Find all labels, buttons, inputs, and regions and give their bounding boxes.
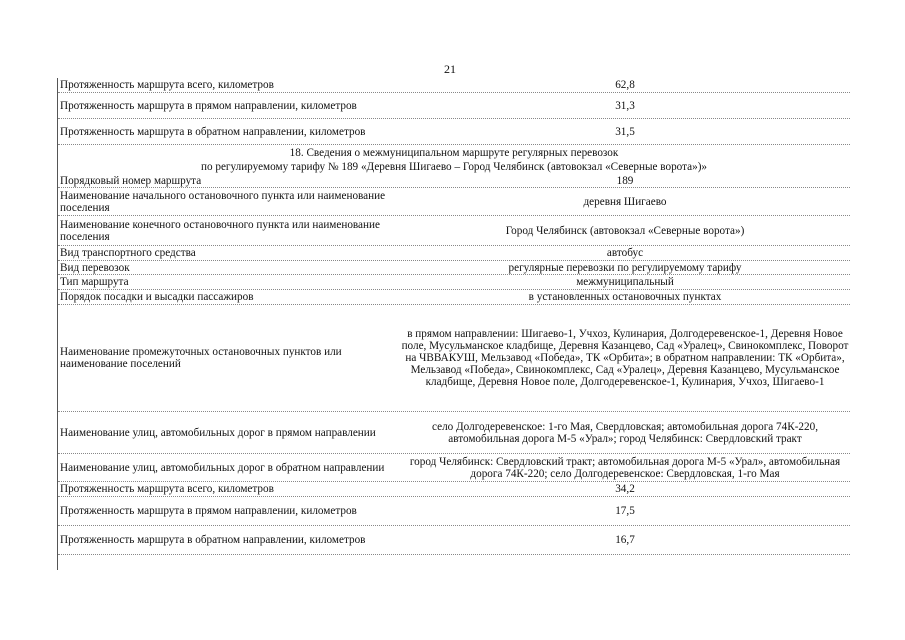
row-label: Протяженность маршрута в прямом направлении, километров bbox=[60, 505, 357, 517]
row-label: Протяженность маршрута в прямом направлении, километров bbox=[60, 99, 357, 112]
row-label: Протяженность маршрута в обратном направлении, километров bbox=[60, 125, 366, 138]
row-transport-kind bbox=[58, 261, 850, 275]
page-number: 21 bbox=[444, 62, 456, 76]
row-value: деревня Шигаево bbox=[583, 195, 667, 208]
row-reverse-length-1 bbox=[58, 119, 850, 145]
row-value: в установленных остановочных пунктах bbox=[528, 291, 722, 303]
row-intermediate-stops bbox=[58, 305, 850, 412]
row-value: город Челябинск: Свердловский тракт; автомобильная дорога М-5 «Урал», автомобильная дорога 74К-220; село Долгодеревенское: Свердловская, 1-го Мая bbox=[409, 455, 841, 480]
row-label: Наименование конечного остановочного пункта или наименование поселения bbox=[60, 218, 380, 243]
row-value: 62,8 bbox=[615, 79, 635, 91]
row-label: Порядок посадки и высадки пассажиров bbox=[60, 291, 254, 303]
row-boarding-order bbox=[58, 290, 850, 305]
row-label: Вид перевозок bbox=[60, 261, 130, 274]
row-label: Тип маршрута bbox=[60, 276, 129, 288]
row-value: автобус bbox=[606, 247, 644, 259]
section-heading bbox=[58, 145, 850, 174]
row-label: Протяженность маршрута всего, километров bbox=[60, 79, 274, 91]
row-label: Наименование промежуточных остановочных пунктов или наименование поселений bbox=[60, 346, 342, 370]
row-start-stop bbox=[58, 188, 850, 216]
section-heading-line2: по регулируемому тарифу № 189 «Деревня Шигаево – Город Челябинск (автовокзал «Северные ворота»)» bbox=[200, 161, 708, 173]
row-total-length-2 bbox=[58, 482, 850, 497]
row-total-length-1 bbox=[58, 78, 850, 93]
row-label: Протяженность маршрута всего, километров bbox=[60, 483, 274, 495]
document-body bbox=[58, 78, 850, 555]
row-end-stop bbox=[58, 216, 850, 246]
row-forward-streets bbox=[58, 412, 850, 454]
row-forward-length-1 bbox=[58, 93, 850, 119]
row-value: 16,7 bbox=[615, 534, 635, 546]
row-label: Порядковый номер маршрута bbox=[60, 174, 202, 187]
row-label: Протяженность маршрута в обратном направлении, километров bbox=[60, 534, 366, 546]
row-value: 31,3 bbox=[615, 99, 635, 112]
row-value: 31,5 bbox=[615, 125, 635, 138]
row-label: Вид транспортного средства bbox=[60, 247, 196, 259]
row-label: Наименование улиц, автомобильных дорог в обратном направлении bbox=[60, 461, 385, 474]
row-reverse-streets bbox=[58, 454, 850, 482]
section-heading-line1: 18. Сведения о межмуниципальном маршруте регулярных перевозок bbox=[289, 147, 619, 159]
row-value: межмуниципальный bbox=[576, 276, 674, 288]
row-forward-length-2 bbox=[58, 497, 850, 526]
row-label: Наименование улиц, автомобильных дорог в прямом направлении bbox=[60, 426, 376, 439]
row-route-type bbox=[58, 275, 850, 290]
row-value: 17,5 bbox=[615, 505, 635, 517]
row-value: регулярные перевозки по регулируемому тарифу bbox=[508, 261, 742, 274]
row-value: в прямом направлении: Шигаево-1, Учхоз, Кулинария, Долгодеревенское-1, Деревня Новое поле, Мусульманское кладбище, Деревня Казанцево, Сад «Уралец», Свинокомплекс, Поворот на ЧВВАКУШ, Мельзавод «Победа», ТК «Орбита»; в обратном направлении: ТК «Орбита», Мельзавод «Победа», Свинокомплекс, Сад «Уралец», Деревня Казанцево, Мусульманское кладбище, Деревня Новое поле, Долгодеревенское-1, Кулинария, Учхоз, Шигаево-1 bbox=[401, 328, 849, 388]
row-route-number bbox=[58, 174, 850, 188]
row-value: 34,2 bbox=[615, 483, 635, 495]
row-value: Город Челябинск (автовокзал «Северные ворота») bbox=[505, 224, 745, 237]
row-vehicle-type bbox=[58, 246, 850, 261]
row-label: Наименование начального остановочного пункта или наименование поселения bbox=[60, 189, 386, 214]
row-value: село Долгодеревенское: 1-го Мая, Свердловская; автомобильная дорога 74К-220, автомобильная дорога М-5 «Урал»; город Челябинск: Свердловский тракт bbox=[432, 420, 818, 445]
row-value: 189 bbox=[616, 174, 634, 187]
row-reverse-length-2 bbox=[58, 526, 850, 555]
